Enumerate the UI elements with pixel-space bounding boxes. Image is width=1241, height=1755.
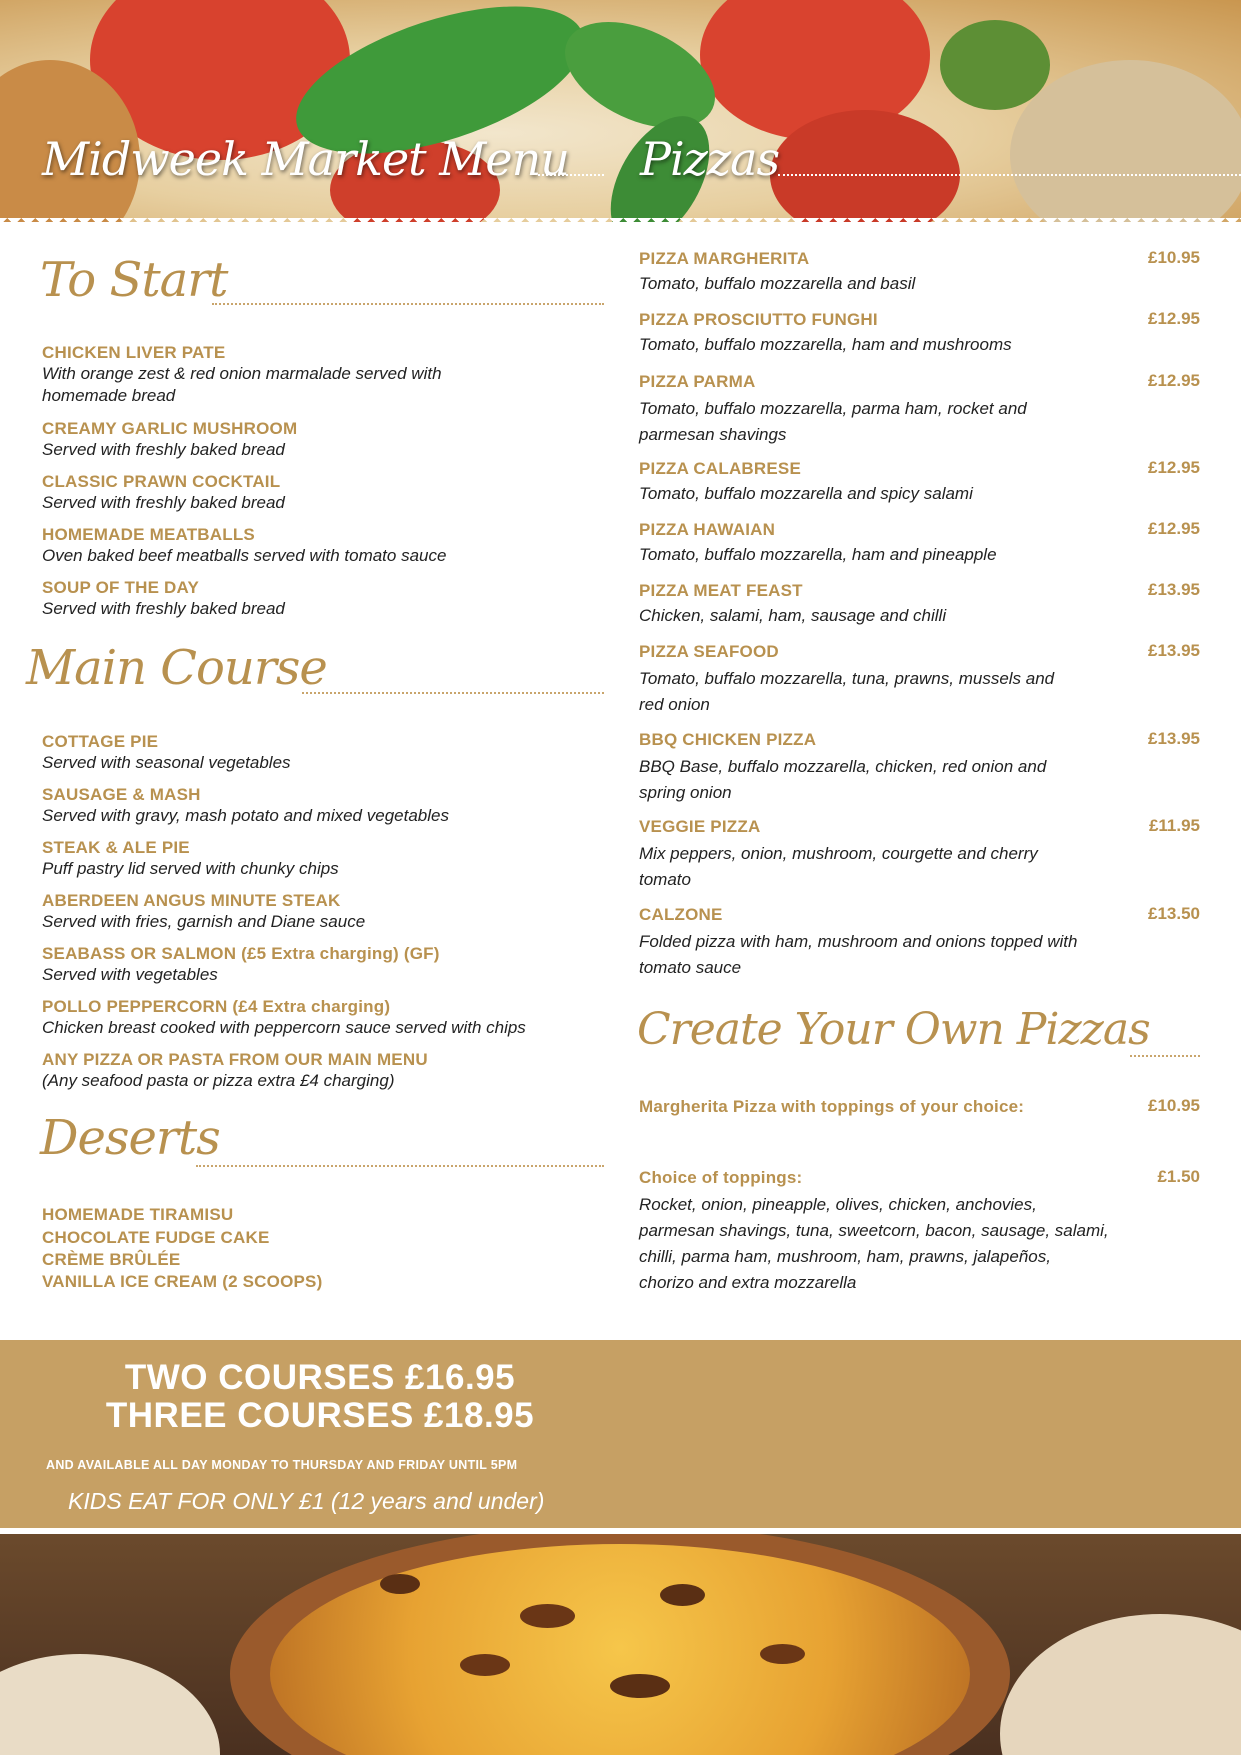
main-item: SEABASS OR SALMON (£5 Extra charging) (GF) Served with vegetables (42, 944, 440, 984)
starter-item: CLASSIC PRAWN COCKTAIL Served with freshly baked bread (42, 472, 285, 512)
pizza-price: £13.50 (1148, 904, 1200, 923)
pizza-item: PIZZA HAWAIAN Tomato, buffalo mozzarella, ham and pineapple (639, 520, 997, 564)
main-course-divider (302, 692, 604, 694)
pizza-price: £12.95 (1148, 458, 1200, 477)
toppings-price: £1.50 (1157, 1167, 1200, 1186)
pizza-item: PIZZA SEAFOOD Tomato, buffalo mozzarella, tuna, prawns, mussels and red onion (639, 642, 1055, 714)
pizza-price: £13.95 (1148, 729, 1200, 748)
deserts-heading: Deserts (40, 1110, 220, 1166)
title-divider (538, 174, 604, 176)
availability-note: AND AVAILABLE ALL DAY MONDAY TO THURSDAY AND FRIDAY UNTIL 5PM (46, 1458, 518, 1472)
main-item: STEAK & ALE PIE Puff pastry lid served with chunky chips (42, 838, 339, 878)
dessert-item: CHOCOLATE FUDGE CAKE (42, 1228, 270, 1247)
pizza-price: £12.95 (1148, 519, 1200, 538)
pizza-price: £13.95 (1148, 580, 1200, 599)
create-divider (1130, 1055, 1200, 1057)
toppings-label: Choice of toppings: (639, 1168, 803, 1187)
main-course-heading: Main Course (26, 640, 327, 696)
pizza-item: PIZZA CALABRESE Tomato, buffalo mozzarella and spicy salami (639, 459, 973, 503)
pizza-price: £13.95 (1148, 641, 1200, 660)
two-courses-offer: TWO COURSES £16.95 (124, 1358, 516, 1397)
pizza-item: BBQ CHICKEN PIZZA BBQ Base, buffalo mozzarella, chicken, red onion and spring onion (639, 730, 1047, 802)
pizza-item: PIZZA MARGHERITA Tomato, buffalo mozzarella and basil (639, 249, 916, 293)
main-item: COTTAGE PIE Served with seasonal vegetables (42, 732, 291, 772)
main-item: ABERDEEN ANGUS MINUTE STEAK Served with fries, garnish and Diane sauce (42, 891, 366, 931)
offer-band (0, 1340, 1241, 1528)
to-start-divider (212, 303, 604, 305)
pizza-item: PIZZA PARMA Tomato, buffalo mozzarella, parma ham, rocket and parmesan shavings (639, 372, 1027, 444)
pizzas-divider (778, 174, 1241, 176)
starter-item: CREAMY GARLIC MUSHROOM Served with freshly baked bread (42, 419, 298, 459)
pizza-item: PIZZA PROSCIUTTO FUNGHI Tomato, buffalo mozzarella, ham and mushrooms (639, 310, 1012, 354)
main-item: SAUSAGE & MASH Served with gravy, mash potato and mixed vegetables (42, 785, 449, 825)
pizza-price: £12.95 (1148, 371, 1200, 390)
pizza-price: £12.95 (1148, 309, 1200, 328)
pizzas-title: Pizzas (640, 132, 780, 186)
margherita-base-label: Margherita Pizza with toppings of your choice: (639, 1097, 1025, 1116)
footer-creme-brulee-photo (0, 1534, 1241, 1755)
header-pizza-photo (0, 0, 1241, 222)
three-courses-offer: THREE COURSES £18.95 (105, 1396, 535, 1435)
header-zigzag-edge (0, 218, 1241, 228)
pizza-item: PIZZA MEAT FEAST Chicken, salami, ham, sausage and chilli (639, 581, 947, 625)
starter-item: CHICKEN LIVER PATE With orange zest & red onion marmalade served with homemade bread (42, 343, 442, 405)
pizza-price: £11.95 (1148, 816, 1200, 835)
dessert-item: VANILLA ICE CREAM (2 SCOOPS) (42, 1272, 323, 1291)
main-item: POLLO PEPPERCORN (£4 Extra charging) Chicken breast cooked with peppercorn sauce served with chips (42, 997, 526, 1037)
to-start-heading: To Start (40, 252, 228, 308)
pizza-item: VEGGIE PIZZA Mix peppers, onion, mushroom, courgette and cherry tomato (639, 817, 1038, 889)
dessert-item: CRÈME BRÛLÉE (42, 1250, 181, 1269)
toppings-list: Rocket, onion, pineapple, olives, chicken, anchovies, parmesan shavings, tuna, sweetcorn, bacon, sausage, salami, chilli, parma ham, mushroom, ham, prawns, jalapeños, chorizo and extra mozzarella (639, 1195, 1109, 1292)
starter-item: SOUP OF THE DAY Served with freshly baked bread (42, 578, 285, 618)
menu-title: Midweek Market Menu (42, 132, 569, 186)
dessert-item: HOMEMADE TIRAMISU (42, 1205, 234, 1224)
create-your-own-heading: Create Your Own Pizzas (637, 1004, 1150, 1055)
pizza-price: £10.95 (1148, 248, 1200, 267)
main-item: ANY PIZZA OR PASTA FROM OUR MAIN MENU (Any seafood pasta or pizza extra £4 charging) (42, 1050, 428, 1090)
deserts-divider (196, 1165, 604, 1167)
kids-offer: KIDS EAT FOR ONLY £1 (12 years and under) (68, 1488, 545, 1514)
band-zigzag-top (0, 1333, 1241, 1341)
starter-item: HOMEMADE MEATBALLS Oven baked beef meatballs served with tomato sauce (42, 525, 447, 565)
pizza-item: CALZONE Folded pizza with ham, mushroom and onions topped with tomato sauce (639, 905, 1078, 977)
margherita-base-price: £10.95 (1148, 1096, 1200, 1115)
